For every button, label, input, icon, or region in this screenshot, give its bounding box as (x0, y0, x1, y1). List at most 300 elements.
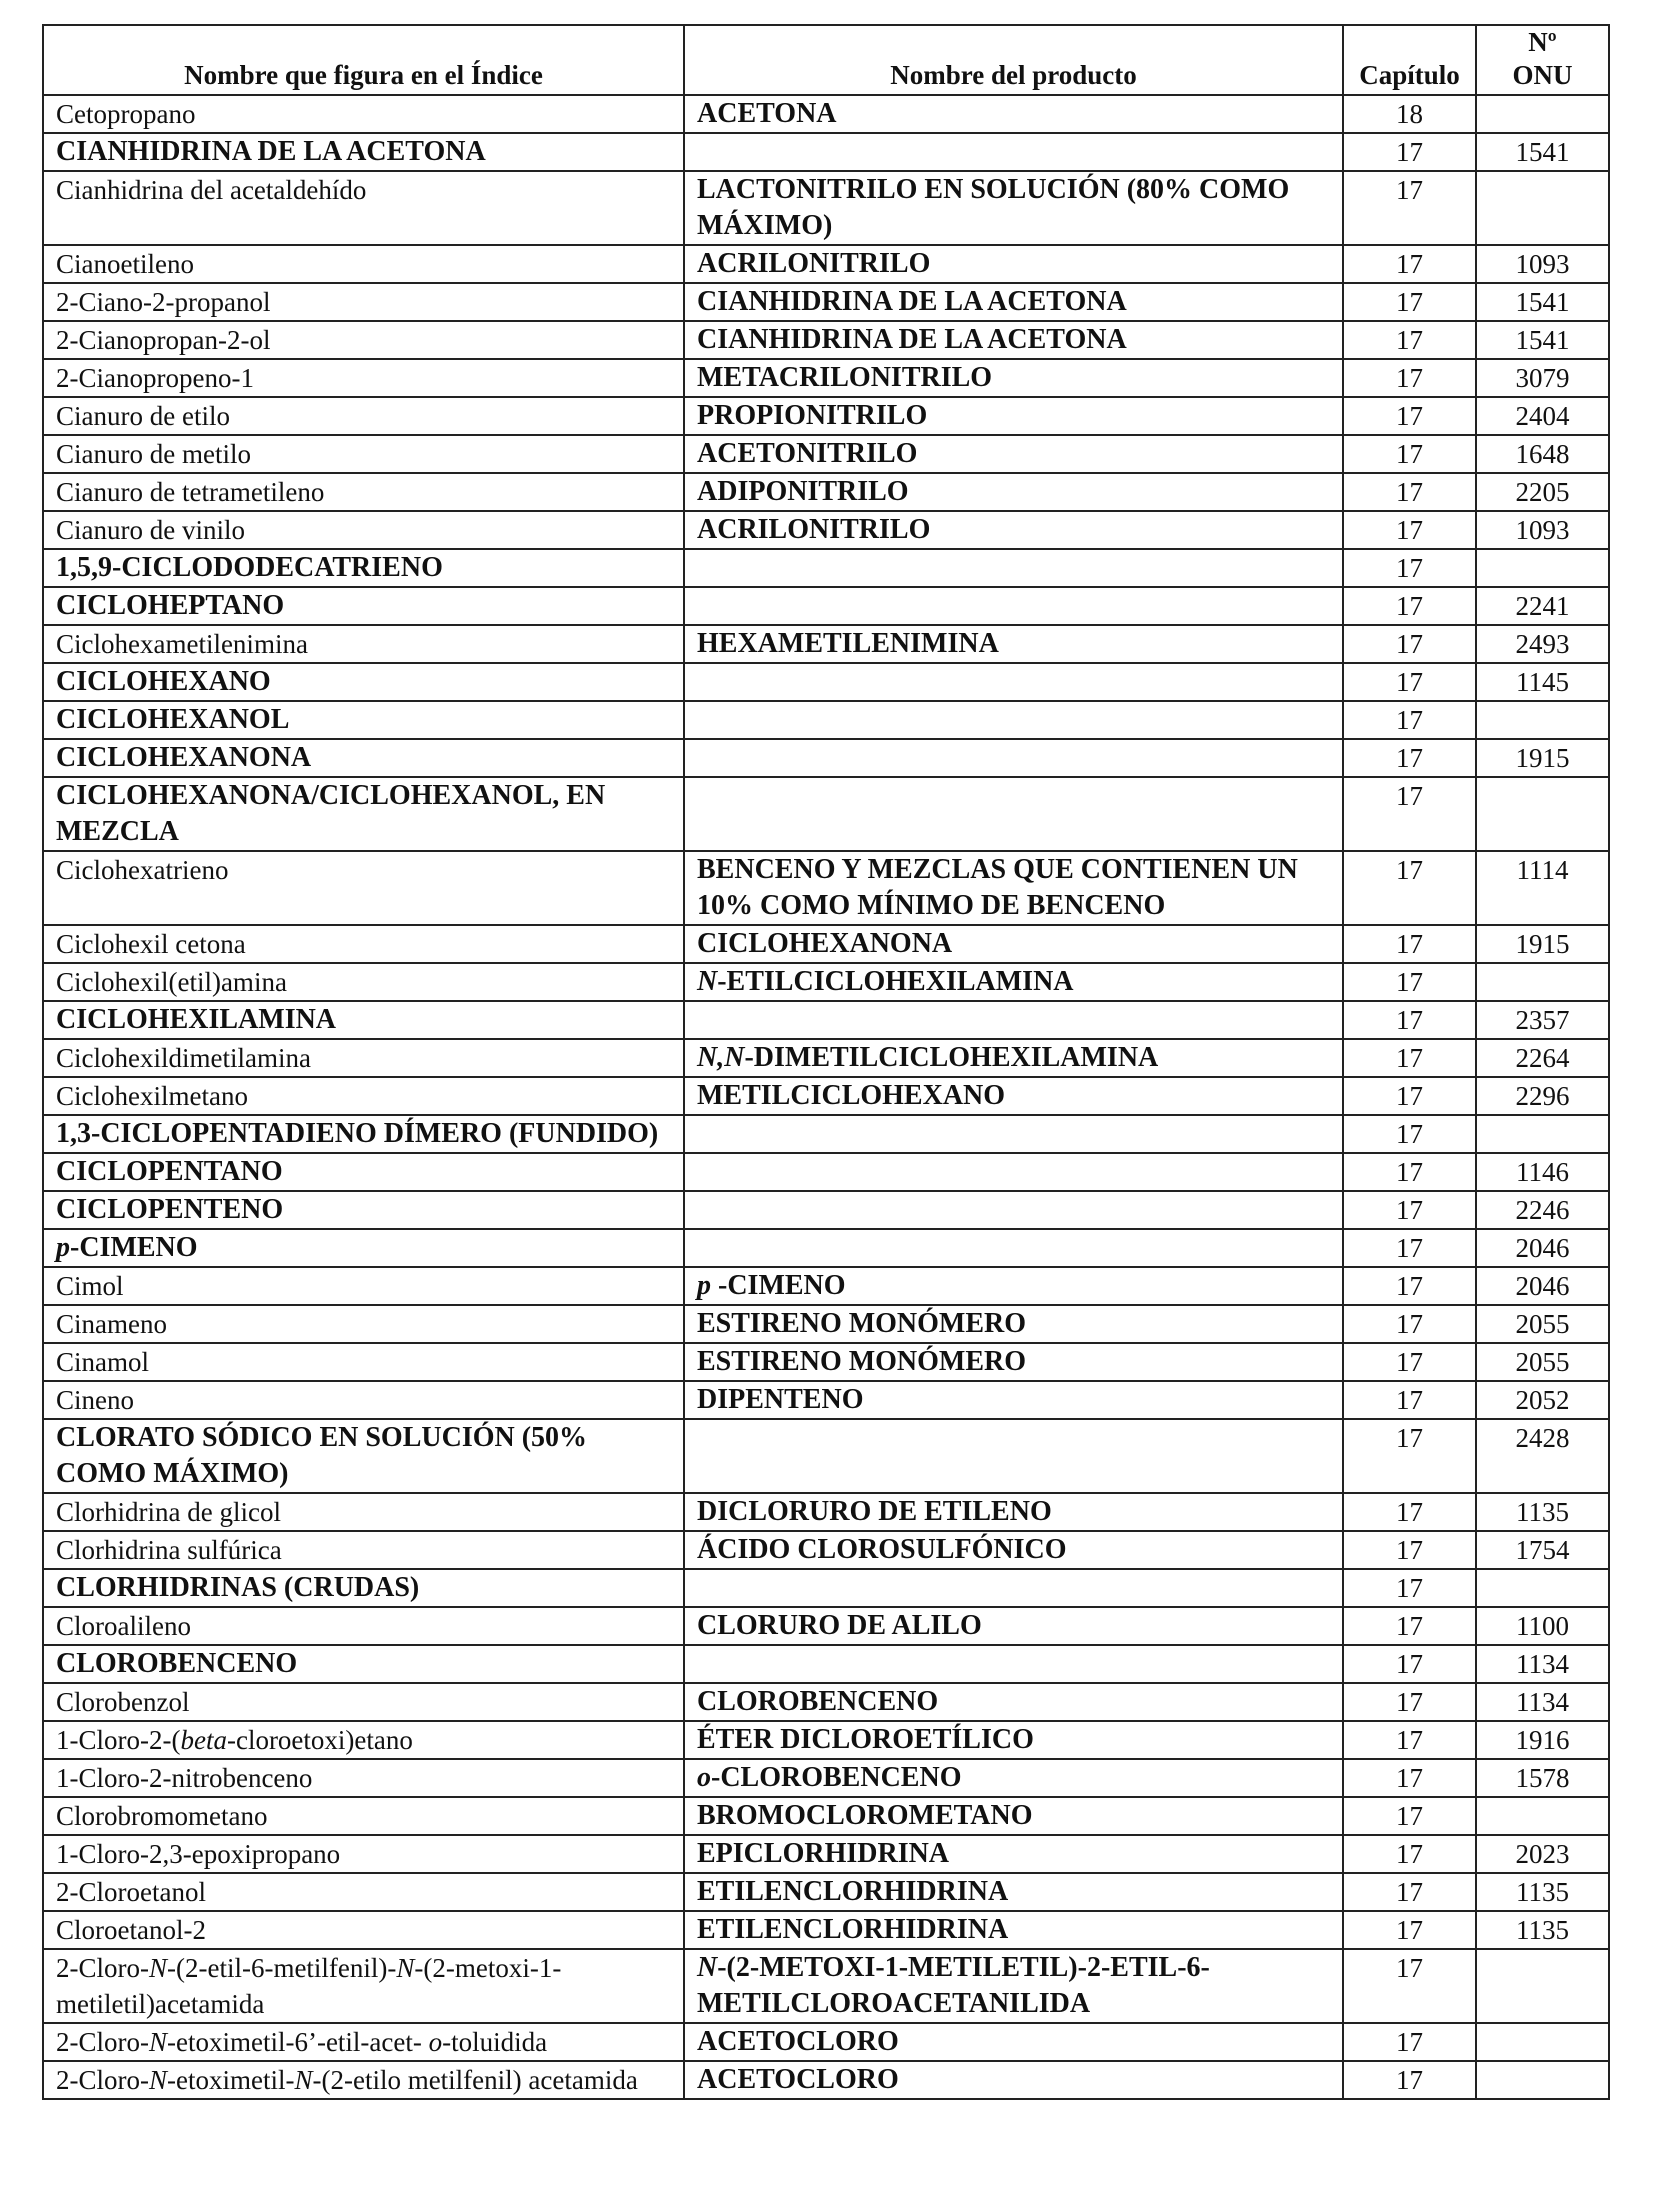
cell-chapter: 17 (1343, 963, 1476, 1001)
cell-onu-number: 1114 (1476, 851, 1609, 925)
cell-index-name (43, 133, 684, 171)
table-row (43, 851, 1609, 925)
cell-index-name (43, 1229, 684, 1267)
cell-product-name (684, 321, 1343, 359)
cell-product-name (684, 1645, 1343, 1683)
cell-onu-number: 1135 (1476, 1873, 1609, 1911)
cell-product-name (684, 925, 1343, 963)
cell-chapter: 17 (1343, 663, 1476, 701)
table-row (43, 1115, 1609, 1153)
index-name-text: Cloroalileno (56, 1611, 191, 1641)
table-row (43, 1305, 1609, 1343)
cell-chapter: 17 (1343, 1305, 1476, 1343)
index-name-text: Cianuro de vinilo (56, 515, 245, 545)
cell-index-name (43, 1759, 684, 1797)
index-name-text: CLORHIDRINAS (CRUDAS) (56, 1572, 420, 1603)
table-row (43, 1229, 1609, 1267)
index-name-text: -etoximetil-6’-etil-acet- (167, 2027, 429, 2057)
index-name-text: 2-Cloro- (56, 2027, 149, 2057)
cell-onu-number: 2023 (1476, 1835, 1609, 1873)
cell-product-name (684, 1229, 1343, 1267)
table-row (43, 283, 1609, 321)
cell-onu-number (1476, 95, 1609, 133)
cell-product-name (684, 1077, 1343, 1115)
product-name-text: ACETOCLORO (697, 2064, 899, 2095)
cell-onu-number (1476, 171, 1609, 245)
table-row (43, 171, 1609, 245)
cell-chapter: 17 (1343, 245, 1476, 283)
header-onu-line1: Nº (1528, 27, 1557, 57)
cell-chapter: 17 (1343, 321, 1476, 359)
index-name-text: Ciclohexilmetano (56, 1081, 248, 1111)
cell-product-name (684, 1531, 1343, 1569)
cell-product-name (684, 435, 1343, 473)
index-name-text: Cineno (56, 1385, 134, 1415)
cell-product-name (684, 1115, 1343, 1153)
product-name-text: ÉTER DICLOROETÍLICO (697, 1724, 1034, 1755)
cell-chapter: 17 (1343, 397, 1476, 435)
cell-onu-number: 1754 (1476, 1531, 1609, 1569)
cell-index-name (43, 1267, 684, 1305)
index-name-text: CICLOHEXANO (56, 666, 271, 697)
table-row (43, 1835, 1609, 1873)
cell-product-name (684, 1493, 1343, 1531)
cell-onu-number (1476, 1115, 1609, 1153)
product-name-text: ETILENCLORHIDRINA (697, 1914, 1009, 1945)
cell-index-name (43, 963, 684, 1001)
cell-chapter: 17 (1343, 1873, 1476, 1911)
cell-index-name (43, 397, 684, 435)
cell-chapter: 17 (1343, 625, 1476, 663)
cell-onu-number: 1916 (1476, 1721, 1609, 1759)
cell-index-name (43, 701, 684, 739)
cell-chapter: 17 (1343, 1911, 1476, 1949)
table-row (43, 321, 1609, 359)
product-name-text: ÁCIDO CLOROSULFÓNICO (697, 1534, 1067, 1565)
cell-onu-number: 2046 (1476, 1267, 1609, 1305)
cell-chapter: 17 (1343, 1493, 1476, 1531)
product-name-text: ETILENCLORHIDRINA (697, 1876, 1009, 1907)
cell-index-name (43, 435, 684, 473)
cell-chapter: 17 (1343, 1381, 1476, 1419)
cell-product-name (684, 1001, 1343, 1039)
cell-index-name (43, 283, 684, 321)
index-name-text: Cianuro de metilo (56, 439, 251, 469)
cell-chapter: 17 (1343, 1039, 1476, 1077)
index-name-text: CICLOHEPTANO (56, 590, 285, 621)
cell-product-name (684, 171, 1343, 245)
cell-index-name (43, 171, 684, 245)
index-name-text: -CIMENO (70, 1232, 198, 1263)
table-row (43, 1381, 1609, 1419)
product-name-text: BROMOCLOROMETANO (697, 1800, 1033, 1831)
table-row (43, 435, 1609, 473)
italic-fragment: N (148, 2027, 167, 2057)
cell-onu-number: 2493 (1476, 625, 1609, 663)
table-row (43, 1493, 1609, 1531)
cell-product-name (684, 701, 1343, 739)
cell-onu-number: 1578 (1476, 1759, 1609, 1797)
cell-index-name (43, 663, 684, 701)
cell-onu-number: 3079 (1476, 359, 1609, 397)
index-name-text: Ciclohexatrieno (56, 855, 229, 885)
product-name-text: ACRILONITRILO (697, 248, 931, 279)
cell-chapter: 17 (1343, 435, 1476, 473)
index-name-text: -(2-etilo metilfenil) acetamida (312, 2065, 638, 2095)
cell-index-name (43, 1115, 684, 1153)
cell-index-name (43, 1721, 684, 1759)
cell-index-name (43, 95, 684, 133)
index-name-text: 2-Cloro- (56, 2065, 149, 2095)
cell-onu-number: 2428 (1476, 1419, 1609, 1493)
cell-chapter: 17 (1343, 549, 1476, 587)
cell-product-name (684, 359, 1343, 397)
cell-chapter: 17 (1343, 777, 1476, 851)
cell-product-name (684, 511, 1343, 549)
cell-chapter: 17 (1343, 1835, 1476, 1873)
cell-chapter: 17 (1343, 1759, 1476, 1797)
table-row (43, 1911, 1609, 1949)
cell-product-name (684, 1759, 1343, 1797)
cell-product-name (684, 1873, 1343, 1911)
index-name-text: CICLOHEXANONA (56, 742, 312, 773)
table-row (43, 1721, 1609, 1759)
table-row (43, 2023, 1609, 2061)
cell-index-name (43, 473, 684, 511)
cell-onu-number: 1135 (1476, 1493, 1609, 1531)
index-name-text: Cimol (56, 1271, 124, 1301)
index-name-text: 2-Cloro- (56, 1953, 149, 1983)
product-name-text: ADIPONITRILO (697, 476, 909, 507)
index-name-text: Ciclohexametilenimina (56, 629, 308, 659)
cell-index-name (43, 1797, 684, 1835)
table-row (43, 1759, 1609, 1797)
index-table (42, 24, 1610, 2100)
index-name-text: Ciclohexil(etil)amina (56, 967, 287, 997)
cell-index-name (43, 587, 684, 625)
cell-index-name (43, 1531, 684, 1569)
table-row (43, 1077, 1609, 1115)
document-page (42, 24, 1608, 2100)
index-name-text: Cetopropano (56, 99, 196, 129)
table-row (43, 397, 1609, 435)
cell-index-name (43, 1077, 684, 1115)
index-name-text: -toluidida (442, 2027, 548, 2057)
cell-index-name (43, 1607, 684, 1645)
italic-prefix: p (56, 1232, 70, 1263)
table-row (43, 587, 1609, 625)
cell-product-name (684, 1267, 1343, 1305)
italic-prefix: p (697, 1270, 711, 1301)
cell-chapter: 17 (1343, 1797, 1476, 1835)
index-name-text: CICLOHEXILAMINA (56, 1004, 337, 1035)
cell-onu-number: 2205 (1476, 473, 1609, 511)
cell-chapter: 17 (1343, 2061, 1476, 2099)
product-name-text: ACETOCLORO (697, 2026, 899, 2057)
header-chapter: Capítulo (1343, 25, 1476, 95)
table-row (43, 625, 1609, 663)
cell-product-name (684, 133, 1343, 171)
index-name-text: Clorobenzol (56, 1687, 190, 1717)
cell-onu-number: 1093 (1476, 245, 1609, 283)
cell-chapter: 17 (1343, 1645, 1476, 1683)
table-row (43, 359, 1609, 397)
index-name-text: 1,5,9-CICLODODECATRIENO (56, 552, 443, 583)
index-name-text: Cianuro de etilo (56, 401, 230, 431)
cell-product-name (684, 739, 1343, 777)
index-name-text: CICLOPENTANO (56, 1156, 283, 1187)
table-row (43, 739, 1609, 777)
cell-index-name (43, 1873, 684, 1911)
product-name-text: ACETONITRILO (697, 438, 918, 469)
product-name-text: BENCENO Y MEZCLAS QUE CONTIENEN UN 10% COMO MÍNIMO DE BENCENO (697, 854, 1298, 921)
cell-index-name (43, 359, 684, 397)
cell-product-name (684, 851, 1343, 925)
index-name-text: 1,3-CICLOPENTADIENO DÍMERO (FUNDIDO) (56, 1118, 659, 1149)
cell-onu-number: 1134 (1476, 1645, 1609, 1683)
table-row (43, 1343, 1609, 1381)
product-name-text: DIPENTENO (697, 1384, 864, 1415)
cell-product-name (684, 283, 1343, 321)
index-name-text: Cloroetanol-2 (56, 1915, 206, 1945)
table-row (43, 133, 1609, 171)
italic-fragment: beta (180, 1725, 227, 1755)
product-name-text: DICLORURO DE ETILENO (697, 1496, 1052, 1527)
cell-onu-number (1476, 1569, 1609, 1607)
cell-product-name (684, 777, 1343, 851)
cell-product-name (684, 587, 1343, 625)
product-name-text: METACRILONITRILO (697, 362, 993, 393)
index-name-text: 2-Cianopropeno-1 (56, 363, 254, 393)
cell-index-name (43, 1645, 684, 1683)
cell-chapter: 17 (1343, 1115, 1476, 1153)
italic-fragment: N (148, 2065, 167, 2095)
cell-onu-number: 2264 (1476, 1039, 1609, 1077)
cell-onu-number: 2357 (1476, 1001, 1609, 1039)
cell-product-name (684, 1797, 1343, 1835)
index-name-text: 1-Cloro-2-( (56, 1725, 181, 1755)
cell-onu-number: 1915 (1476, 925, 1609, 963)
italic-fragment: N (148, 1953, 167, 1983)
cell-onu-number (1476, 2061, 1609, 2099)
cell-chapter: 17 (1343, 473, 1476, 511)
table-row (43, 2061, 1609, 2099)
index-name-text: Cinamol (56, 1347, 149, 1377)
cell-onu-number: 1648 (1476, 435, 1609, 473)
index-name-text: Cianhidrina del acetaldehído (56, 175, 367, 205)
cell-onu-number: 2046 (1476, 1229, 1609, 1267)
table-row (43, 1153, 1609, 1191)
cell-chapter: 17 (1343, 171, 1476, 245)
table-row (43, 1419, 1609, 1493)
table-row (43, 1039, 1609, 1077)
cell-onu-number (1476, 963, 1609, 1001)
product-name-text: PROPIONITRILO (697, 400, 928, 431)
cell-chapter: 17 (1343, 1949, 1476, 2023)
product-name-text: CIANHIDRINA DE LA ACETONA (697, 286, 1127, 317)
cell-onu-number: 2241 (1476, 587, 1609, 625)
table-row (43, 663, 1609, 701)
cell-chapter: 17 (1343, 133, 1476, 171)
cell-chapter: 17 (1343, 1683, 1476, 1721)
index-name-text: -(2-etil-6-metilfenil)- (167, 1953, 397, 1983)
cell-onu-number: 1541 (1476, 133, 1609, 171)
cell-product-name (684, 397, 1343, 435)
italic-fragment: o (428, 2027, 443, 2057)
table-row (43, 245, 1609, 283)
cell-chapter: 17 (1343, 511, 1476, 549)
cell-index-name (43, 1039, 684, 1077)
cell-product-name (684, 1191, 1343, 1229)
index-name-text: Clorhidrina de glicol (56, 1497, 281, 1527)
cell-product-name (684, 2023, 1343, 2061)
cell-chapter: 17 (1343, 1569, 1476, 1607)
cell-chapter: 17 (1343, 851, 1476, 925)
cell-index-name (43, 625, 684, 663)
cell-onu-number (1476, 1797, 1609, 1835)
cell-onu-number: 1135 (1476, 1911, 1609, 1949)
cell-product-name (684, 1607, 1343, 1645)
index-name-text: 2-Ciano-2-propanol (56, 287, 271, 317)
index-name-text: CLOROBENCENO (56, 1648, 298, 1679)
cell-index-name (43, 549, 684, 587)
cell-chapter: 17 (1343, 587, 1476, 625)
index-name-text: Ciclohexil cetona (56, 929, 246, 959)
cell-index-name (43, 1569, 684, 1607)
table-row (43, 777, 1609, 851)
cell-product-name (684, 1153, 1343, 1191)
cell-product-name (684, 1911, 1343, 1949)
index-name-text: Cinameno (56, 1309, 167, 1339)
cell-index-name (43, 851, 684, 925)
cell-index-name (43, 1683, 684, 1721)
cell-onu-number: 1541 (1476, 283, 1609, 321)
cell-product-name (684, 473, 1343, 511)
cell-product-name (684, 1343, 1343, 1381)
index-name-text: CICLOPENTENO (56, 1194, 284, 1225)
cell-onu-number: 1100 (1476, 1607, 1609, 1645)
cell-index-name (43, 739, 684, 777)
cell-chapter: 17 (1343, 283, 1476, 321)
index-name-text: CICLOHEXANONA/CICLOHEXANOL, EN MEZCLA (56, 780, 606, 847)
index-name-text: 1-Cloro-2,3-epoxipropano (56, 1839, 341, 1869)
header-onu-line2: ONU (1512, 60, 1573, 90)
index-name-text: Cianoetileno (56, 249, 194, 279)
cell-chapter: 17 (1343, 1531, 1476, 1569)
cell-onu-number: 1915 (1476, 739, 1609, 777)
cell-product-name (684, 963, 1343, 1001)
table-row (43, 1683, 1609, 1721)
cell-product-name (684, 1683, 1343, 1721)
product-name-text: CIANHIDRINA DE LA ACETONA (697, 324, 1127, 355)
product-name-text: CLORURO DE ALILO (697, 1610, 982, 1641)
cell-chapter: 17 (1343, 2023, 1476, 2061)
header-row (43, 25, 1609, 95)
cell-index-name (43, 2061, 684, 2099)
index-name-text: 1-Cloro-2-nitrobenceno (56, 1763, 313, 1793)
index-name-text: -(2-metoxi-1-metiletil)acetamida (56, 1953, 562, 2019)
cell-index-name (43, 1419, 684, 1493)
table-row (43, 511, 1609, 549)
product-name-text: LACTONITRILO EN SOLUCIÓN (80% COMO MÁXIMO) (697, 174, 1290, 241)
cell-index-name (43, 321, 684, 359)
table-row (43, 1191, 1609, 1229)
cell-chapter: 17 (1343, 1153, 1476, 1191)
index-name-text: CLORATO SÓDICO EN SOLUCIÓN (50% COMO MÁXIMO) (56, 1422, 588, 1489)
cell-chapter: 17 (1343, 1229, 1476, 1267)
header-index-name: Nombre que figura en el Índice (43, 25, 684, 95)
italic-prefix: N (697, 1952, 718, 1983)
cell-product-name (684, 1419, 1343, 1493)
cell-chapter: 17 (1343, 1077, 1476, 1115)
table-row (43, 549, 1609, 587)
cell-product-name (684, 625, 1343, 663)
cell-product-name (684, 663, 1343, 701)
product-name-text: -(2-METOXI-1-METILETIL)-2-ETIL-6-METILCLOROACETANILIDA (697, 1952, 1210, 2019)
product-name-text: -CIMENO (711, 1270, 846, 1301)
table-row (43, 1569, 1609, 1607)
cell-onu-number: 2055 (1476, 1305, 1609, 1343)
index-name-text: Clorobromometano (56, 1801, 268, 1831)
cell-index-name (43, 1949, 684, 2023)
cell-index-name (43, 1305, 684, 1343)
cell-onu-number: 2052 (1476, 1381, 1609, 1419)
cell-onu-number: 2296 (1476, 1077, 1609, 1115)
cell-product-name (684, 1039, 1343, 1077)
cell-index-name (43, 1191, 684, 1229)
italic-prefix: N (697, 966, 718, 997)
table-row (43, 1531, 1609, 1569)
cell-product-name (684, 245, 1343, 283)
cell-index-name (43, 1153, 684, 1191)
product-name-text: HEXAMETILENIMINA (697, 628, 999, 659)
table-body (43, 95, 1609, 2099)
cell-onu-number: 1145 (1476, 663, 1609, 701)
product-name-text: ACETONA (697, 98, 837, 129)
italic-prefix: N,N (697, 1042, 745, 1073)
cell-chapter: 17 (1343, 1191, 1476, 1229)
cell-onu-number: 2246 (1476, 1191, 1609, 1229)
cell-product-name (684, 1381, 1343, 1419)
cell-chapter: 17 (1343, 1001, 1476, 1039)
cell-product-name (684, 1835, 1343, 1873)
cell-onu-number (1476, 1949, 1609, 2023)
cell-chapter: 17 (1343, 1419, 1476, 1493)
cell-chapter: 18 (1343, 95, 1476, 133)
cell-product-name (684, 549, 1343, 587)
table-row (43, 1607, 1609, 1645)
cell-onu-number: 1541 (1476, 321, 1609, 359)
index-name-text: Clorhidrina sulfúrica (56, 1535, 282, 1565)
table-row (43, 925, 1609, 963)
product-name-text: CLOROBENCENO (697, 1686, 939, 1717)
cell-chapter: 17 (1343, 739, 1476, 777)
table-row (43, 1797, 1609, 1835)
cell-index-name (43, 511, 684, 549)
index-name-text: Cianuro de tetrametileno (56, 477, 325, 507)
table-row (43, 1949, 1609, 2023)
cell-onu-number: 1146 (1476, 1153, 1609, 1191)
cell-product-name (684, 1569, 1343, 1607)
cell-onu-number (1476, 2023, 1609, 2061)
italic-prefix: o (697, 1762, 711, 1793)
table-row (43, 95, 1609, 133)
table-row (43, 1645, 1609, 1683)
cell-chapter: 17 (1343, 1607, 1476, 1645)
italic-fragment: N (396, 1953, 415, 1983)
cell-index-name (43, 1001, 684, 1039)
table-row (43, 1873, 1609, 1911)
